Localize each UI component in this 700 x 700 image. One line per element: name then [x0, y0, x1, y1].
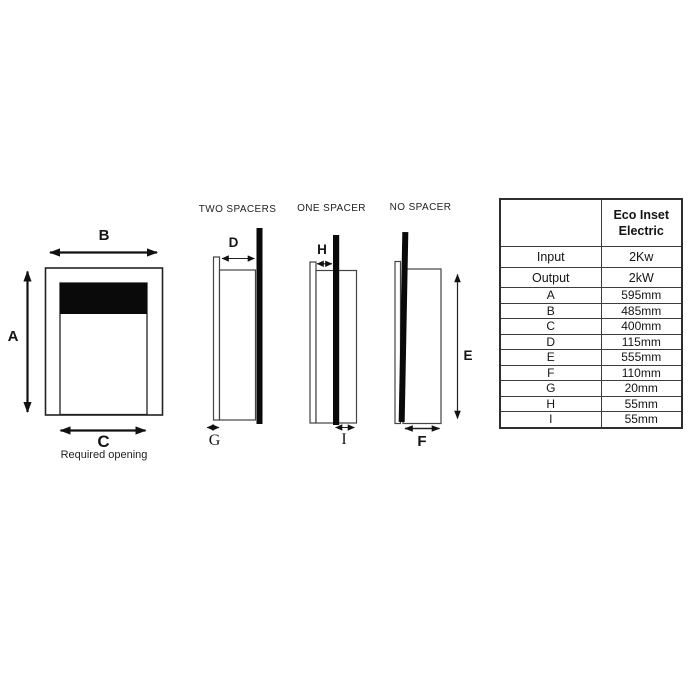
spec-row-e — [500, 350, 682, 366]
spec-label-cell: I — [500, 412, 601, 428]
spec-corner-cell — [500, 199, 601, 247]
two-spacers-view — [207, 228, 263, 428]
spec-header-row — [500, 199, 682, 247]
spec-row-i — [500, 412, 682, 428]
spec-row-a — [500, 288, 682, 304]
spec-table — [499, 198, 683, 429]
spec-label-cell: Output — [500, 268, 601, 288]
spec-value-cell: 55mm — [601, 396, 682, 412]
spec-row-c — [500, 319, 682, 335]
one-spacer-fascia-bar — [333, 235, 339, 425]
spec-row-input — [500, 247, 682, 268]
spec-label-cell: A — [500, 288, 601, 304]
dim-label-e: E — [463, 348, 473, 363]
two-spacers-spacer-rect — [214, 257, 220, 420]
dim-label-i: I — [341, 431, 347, 448]
spec-table-container — [499, 198, 683, 429]
spec-row-h — [500, 396, 682, 412]
spec-row-f — [500, 365, 682, 381]
product-name-line2: Electric — [618, 224, 664, 238]
spec-value-cell: 55mm — [601, 412, 682, 428]
spec-row-output — [500, 268, 682, 288]
spec-value-cell: 20mm — [601, 381, 682, 397]
two-spacers-fascia-bar — [257, 228, 263, 424]
spec-label-cell: B — [500, 303, 601, 319]
spec-value-cell: 400mm — [601, 319, 682, 335]
spec-row-g — [500, 381, 682, 397]
dim-label-h: H — [317, 242, 327, 257]
spec-label-cell: D — [500, 334, 601, 350]
spec-value-cell: 110mm — [601, 365, 682, 381]
spec-value-cell: 2kW — [601, 268, 682, 288]
product-name-cell — [601, 199, 682, 247]
spec-row-d — [500, 334, 682, 350]
spec-row-b — [500, 303, 682, 319]
spec-value-cell: 595mm — [601, 288, 682, 304]
no-spacer-title: NO SPACER — [389, 202, 452, 213]
spec-label-cell: E — [500, 350, 601, 366]
two-spacers-body-rect — [220, 270, 256, 420]
two-spacers-title: TWO SPACERS — [198, 204, 277, 215]
dim-label-g: G — [208, 432, 221, 449]
spec-value-cell: 2Kw — [601, 247, 682, 268]
no-spacer-body-rect — [403, 269, 441, 424]
front-view — [28, 253, 163, 431]
one-spacer-title: ONE SPACER — [297, 203, 366, 214]
dim-label-a: A — [7, 328, 19, 345]
required-opening-caption: Required opening — [60, 449, 148, 461]
spec-value-cell: 115mm — [601, 334, 682, 350]
spec-label-cell: H — [500, 396, 601, 412]
spec-label-cell: Input — [500, 247, 601, 268]
one-spacer-spacer-rect — [310, 262, 316, 423]
one-spacer-view — [310, 235, 357, 428]
dim-label-c: C — [97, 432, 110, 451]
spec-value-cell: 485mm — [601, 303, 682, 319]
spec-label-cell: C — [500, 319, 601, 335]
spec-value-cell: 555mm — [601, 350, 682, 366]
dim-label-d: D — [228, 235, 239, 250]
dim-label-b: B — [98, 227, 110, 244]
product-name-line1: Eco Inset — [613, 208, 670, 222]
no-spacer-view — [395, 232, 458, 429]
dim-label-f: F — [417, 433, 427, 450]
front-heater-band — [60, 283, 147, 314]
spec-label-cell: F — [500, 365, 601, 381]
spec-label-cell: G — [500, 381, 601, 397]
